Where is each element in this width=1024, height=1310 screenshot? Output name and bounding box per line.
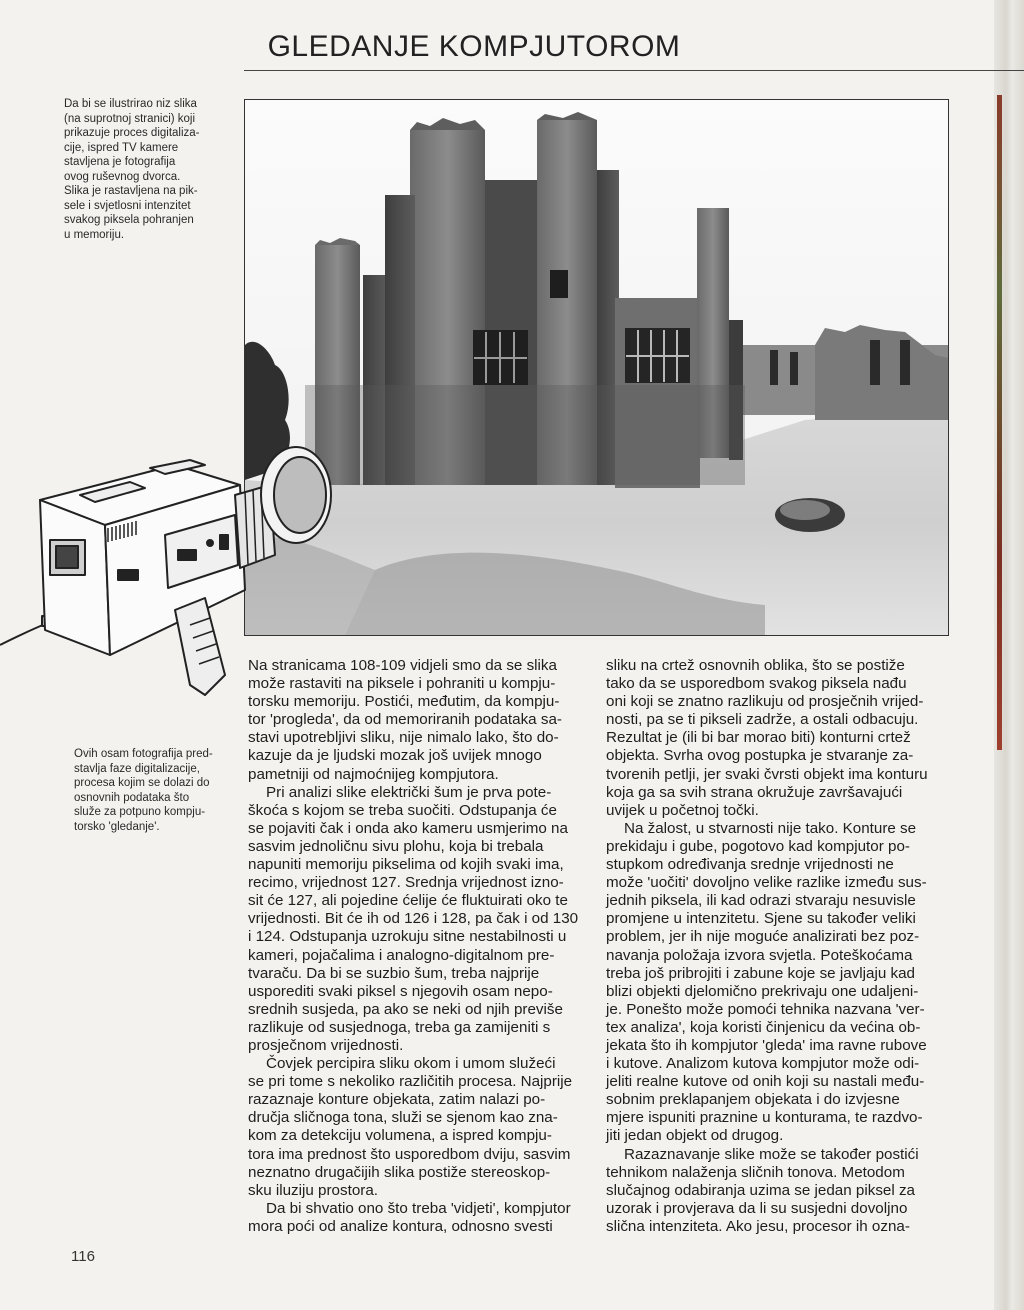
title-rule [244, 70, 1024, 71]
caption-bottom: Ovih osam fotografija pred- stavlja faze digitalizacije, procesa kojim se dolazi do osnovnih podataka što služe za potpuno kompju- torsko 'gledanje'. [74, 748, 213, 833]
paragraph: Razaznavanje slike može se također postići tehnikom nalaženja sličnih tonova. Metodom slučajnog odabiranja uzima se jedan piksel za uzorak i provjerava da li su susjedni dovoljno slična intenziteta. Ako jesu, procesor ih ozna- [606, 1145, 919, 1235]
facing-page-edge [997, 95, 1002, 750]
paragraph: Čovjek percipira sliku okom i umom služeći se pri tome s nekoliko različitih procesa. Najprije razaznaje konture objekata, zatim nalazi po- dručja sličnoga tona, služi se sjenom kao zna- kom za detekciju volumena, a ispred kompju- tora ima prednost što usporedbom dviju, sasvim neznatno drugačijih slika postiže stereoskop- sku iluziju prostora. [248, 1055, 573, 1199]
body-column-2 [606, 657, 961, 1236]
page-title: GLEDANJE KOMPJUTOROM [267, 30, 681, 63]
paragraph: sliku na crtež osnovnih oblika, što se postiže tako da se usporedbom svakog piksela nađu oni koji se znatno razlikuju od prosječnih vrijed- nosti, pa se ti pikseli zadrže, a ostali odbacuju. Rezultat je (ili bi bar morao biti) konturni crtež objekta. Svrha ovog postupka je stvaranje za- tvorenih petlji, jer svaki čvrsti objekt ima konturu koja ga sa svih strana okružuje završavajući uvijek u početnoj točki. [606, 657, 928, 819]
caption-top: Da bi se ilustrirao niz slika (na suprotnoj stranici) koji prikazuje proces digitaliza- cije, ispred TV kamere stavljena je fotografija ovog ruševnog dvorca. Slika je rastavljena na pik- sele i svjetlosni intenzitet svakog piksela pohranjen u memoriju. [64, 98, 200, 241]
castle-photo-drawing [245, 100, 948, 635]
paragraph: Pri analizi slike električki šum je prva pote- škoća s kojom se treba suočiti. Odstupanja će se pojaviti čak i onda ako kameru usmjerimo na sasvim jednoličnu sivu plohu, koja bi trebala napuniti memoriju pikselima od kojih svaki ima, recimo, vrijednost 127. Srednja vrijednost izno- sit će 127, ali pojedine ćelije će fluktuirati oko te vrijednosti. Bit će ih od 126 i 128, pa čak i od 130 i 124. Odstupanja uzrokuju sitne nestabilnosti u kameri, pojačalima i analogno-digitalnom pre- tvaraču. Da bi se suzbio šum, treba najprije usporediti svaki piksel s njegovih osam nepo- srednih susjeda, pa ako se neki od njih previše razlikuje od susjednoga, treba ga zamijeniti s prosječnom vrijednosti. [248, 783, 579, 1054]
page-number: 116 [71, 1248, 95, 1265]
book-spine [994, 0, 1024, 1310]
paragraph: Na stranicama 108-109 vidjeli smo da se slika može rastaviti na piksele i pohraniti u kompju- torsku memoriju. Postići, međutim, da kompju- tor 'progleda', da od memoriranih podataka sa- stavi upotrebljivi sliku, nije nimalo lako, što do- kazuje da je ljudski mozak još uvijek mnogo pametniji od najmoćnijeg kompjutora. [248, 657, 562, 783]
paragraph: Da bi shvatio ono što treba 'vidjeti', kompjutor mora poći od analize kontura, odnosno svesti [248, 1199, 571, 1235]
paragraph: Na žalost, u stvarnosti nije tako. Konture se prekidaju i gube, pogotovo kad kompjutor po- stupkom određivanja srednje vrijednosti ne može 'uočiti' dovoljno velike razlike između sus- jednih piksela, ili kad odrazi stvaraju nesuvisle promjene u intenzitetu. Sjene su također veliki problem, jer ih nije moguće analizirati bez poz- navanja položaja izvora svjetla. Poteškoćama treba još pribrojiti i zabune koje se javljaju kad blizi objekti djelomično prekrivaju one udaljeni- je. Ponešto može pomoći tehnika nazvana 'ver- tex analiza', koja koristi činjenicu da većina ob- jekata što ih kompjutor 'gleda' ima ravne rubove i kutove. Analizom kutova kompjutor može odi- jeliti realne kutove od onih koji su nastali među- sobnim preklapanjem objekata i do izvjesne mjere ispuniti praznine u konturama, te razdvo- jiti jedan objekt od drugog. [606, 819, 927, 1145]
body-column-1 [248, 657, 603, 1236]
